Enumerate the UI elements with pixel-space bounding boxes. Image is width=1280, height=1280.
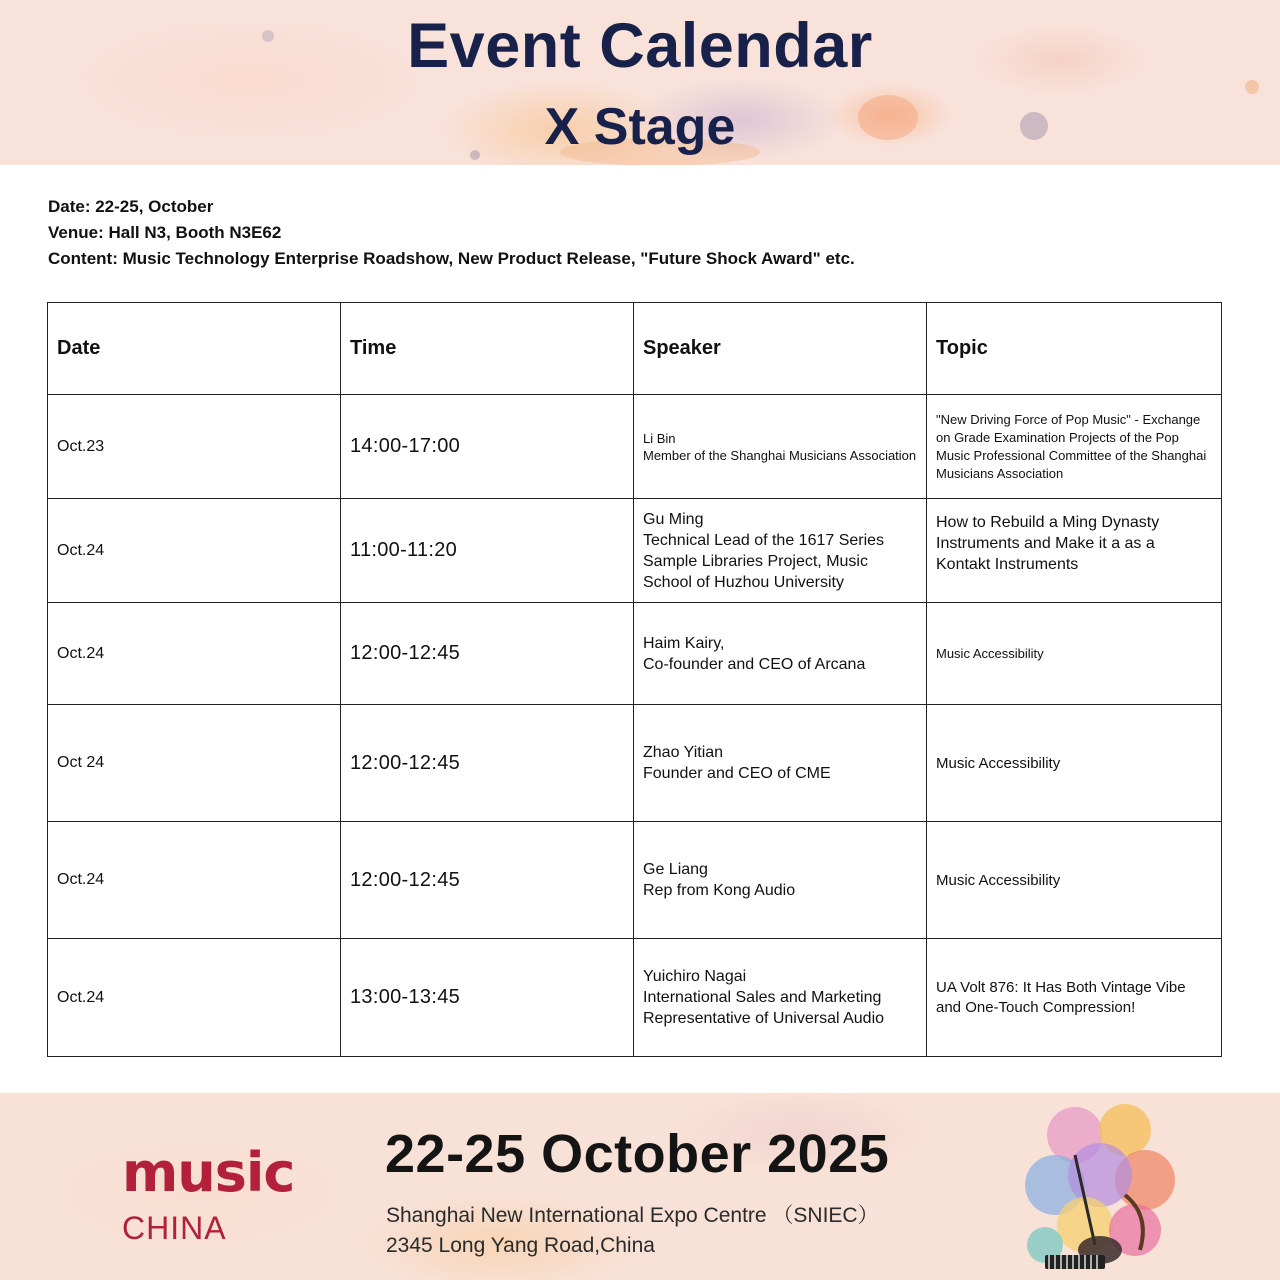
info-content: Content: Music Technology Enterprise Roadshow, New Product Release, "Future Shock Award" etc. xyxy=(48,249,855,268)
footer-venue xyxy=(386,1201,879,1261)
cell-speaker xyxy=(634,822,927,939)
event-info xyxy=(48,194,855,272)
table-row xyxy=(48,705,1222,822)
cell-speaker xyxy=(634,705,927,822)
cell-speaker xyxy=(634,939,927,1057)
cell-topic: UA Volt 876: It Has Both Vintage Vibe and One-Touch Compression! xyxy=(927,939,1222,1057)
table-row xyxy=(48,395,1222,499)
speaker-role: Co-founder and CEO of Arcana xyxy=(643,655,866,673)
cell-speaker xyxy=(634,395,927,499)
cell-topic: "New Driving Force of Pop Music" - Exchange on Grade Examination Projects of the Pop Music Professional Committee of the Shanghai Musicians Association xyxy=(927,395,1222,499)
table-row xyxy=(48,939,1222,1057)
cell-date: Oct.24 xyxy=(48,499,341,603)
cell-speaker xyxy=(634,603,927,705)
music-china-logo-word: music xyxy=(122,1141,295,1204)
cell-speaker xyxy=(634,499,927,603)
instrument-splash-illustration xyxy=(1015,1095,1190,1280)
speaker-role: International Sales and Marketing Representative of Universal Audio xyxy=(643,989,885,1027)
cell-date: Oct.24 xyxy=(48,603,341,705)
cell-time: 14:00-17:00 xyxy=(341,395,634,499)
table-row xyxy=(48,499,1222,603)
info-date: Date: 22-25, October xyxy=(48,197,214,216)
page-title: Event Calendar xyxy=(407,11,873,81)
table-row xyxy=(48,822,1222,939)
cell-date: Oct 24 xyxy=(48,705,341,822)
header-date: Date xyxy=(48,303,341,395)
table-header-row xyxy=(48,303,1222,395)
cell-date: Oct.24 xyxy=(48,939,341,1057)
footer-event-dates: 22-25 October 2025 xyxy=(385,1124,890,1184)
cell-time: 12:00-12:45 xyxy=(341,705,634,822)
speaker-name: Li Bin xyxy=(643,430,676,446)
cell-topic: Music Accessibility xyxy=(927,603,1222,705)
cell-time: 12:00-12:45 xyxy=(341,822,634,939)
footer-venue-line2: 2345 Long Yang Road,China xyxy=(386,1234,655,1257)
speaker-name: Yuichiro Nagai xyxy=(643,968,747,985)
schedule-table xyxy=(47,302,1222,1057)
speaker-role: Member of the Shanghai Musicians Association xyxy=(643,447,917,463)
speaker-name: Ge Liang xyxy=(643,861,708,878)
speaker-name: Gu Ming xyxy=(643,510,704,528)
header-speaker: Speaker xyxy=(634,303,927,395)
speaker-role: Technical Lead of the 1617 Series Sample Libraries Project, Music School of Huzhou University xyxy=(643,531,885,591)
cell-time: 12:00-12:45 xyxy=(341,603,634,705)
page-subtitle: X Stage xyxy=(544,98,736,156)
music-china-logo-sub: CHINA xyxy=(122,1210,227,1246)
speaker-name: Zhao Yitian xyxy=(643,744,724,761)
paint-splash xyxy=(1245,80,1259,94)
cell-time: 13:00-13:45 xyxy=(341,939,634,1057)
table-row xyxy=(48,603,1222,705)
speaker-name: Haim Kairy, xyxy=(643,634,725,652)
footer-banner xyxy=(0,1093,1280,1280)
cell-topic: How to Rebuild a Ming Dynasty Instruments and Make it a as a Kontakt Instruments xyxy=(927,499,1222,603)
cell-time: 11:00-11:20 xyxy=(341,499,634,603)
speaker-role: Rep from Kong Audio xyxy=(643,882,796,899)
speaker-role: Founder and CEO of CME xyxy=(643,765,831,782)
cell-topic: Music Accessibility xyxy=(927,822,1222,939)
header-time: Time xyxy=(341,303,634,395)
info-venue: Venue: Hall N3, Booth N3E62 xyxy=(48,223,282,242)
cell-topic: Music Accessibility xyxy=(927,705,1222,822)
header-banner xyxy=(0,0,1280,165)
cell-date: Oct.24 xyxy=(48,822,341,939)
footer-venue-line1: Shanghai New International Expo Centre （SNIEC） xyxy=(386,1204,879,1227)
header-topic: Topic xyxy=(927,303,1222,395)
cell-date: Oct.23 xyxy=(48,395,341,499)
